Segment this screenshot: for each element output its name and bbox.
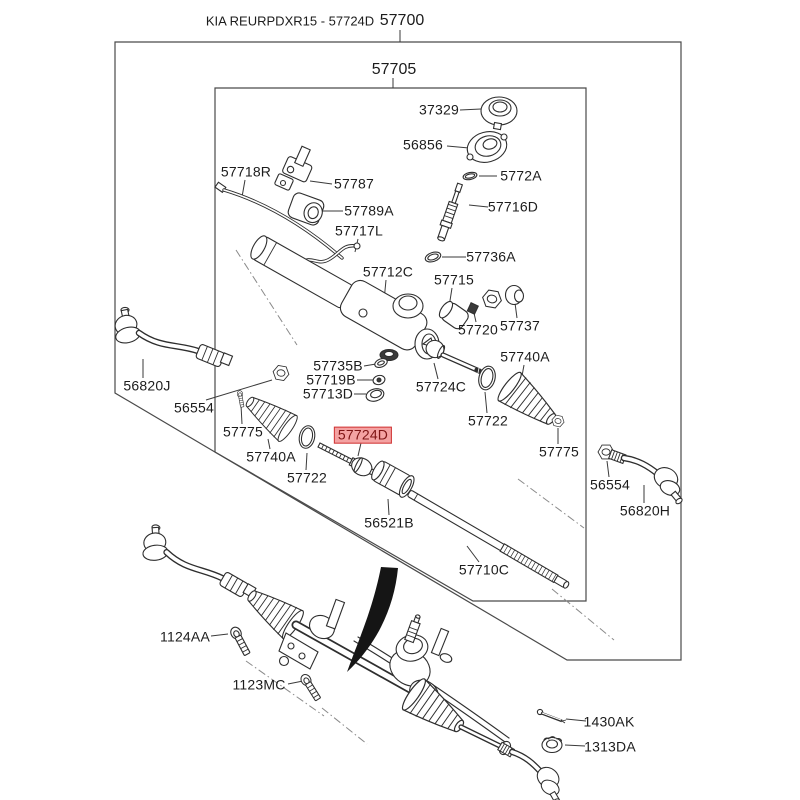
- assembly-code-57700[interactable]: 57700: [379, 12, 425, 29]
- part-label-57718R[interactable]: 57718R: [220, 163, 272, 180]
- part-label-57740A-right[interactable]: 57740A: [500, 348, 550, 365]
- part-drawing-57719B: [372, 374, 386, 386]
- part-label-57710C[interactable]: 57710C: [458, 561, 510, 578]
- part-drawing-56856: [464, 127, 510, 166]
- part-drawing-1123MC: [299, 673, 322, 702]
- part-label-57724D[interactable]: 57724D: [334, 427, 392, 444]
- part-label-56554-right[interactable]: 56554: [590, 476, 630, 493]
- part-label-57722-right[interactable]: 57722: [468, 412, 508, 429]
- part-label-57719B[interactable]: 57719B: [306, 371, 356, 388]
- part-drawing-57713D: [365, 387, 385, 403]
- part-drawing-1124AA: [229, 625, 252, 656]
- sub-assembly-code-57705[interactable]: 57705: [371, 61, 417, 78]
- part-drawing-57722-left: [297, 424, 317, 449]
- part-drawing-1313DA: [542, 737, 562, 753]
- part-drawing-57737: [506, 286, 524, 305]
- part-label-57717L[interactable]: 57717L: [335, 222, 383, 239]
- part-label-57716D[interactable]: 57716D: [487, 198, 539, 215]
- leader-lines: [143, 30, 644, 746]
- part-label-57787[interactable]: 57787: [334, 175, 374, 192]
- part-drawing-1430AK: [537, 709, 566, 723]
- part-label-1430AK[interactable]: 1430AK: [583, 713, 635, 730]
- part-label-56820J[interactable]: 56820J: [123, 377, 171, 394]
- part-drawing-57720: [467, 303, 478, 315]
- part-label-57737[interactable]: 57737: [500, 317, 540, 334]
- part-drawing-57736A: [424, 250, 442, 264]
- part-label-57712C[interactable]: 57712C: [362, 263, 414, 280]
- part-label-37329[interactable]: 37329: [419, 101, 459, 118]
- part-label-57715[interactable]: 57715: [434, 271, 474, 288]
- part-label-56820H[interactable]: 56820H: [619, 502, 671, 519]
- part-label-57735B[interactable]: 57735B: [313, 357, 363, 374]
- part-drawing-57775-left: [237, 390, 245, 407]
- part-label-57713D[interactable]: 57713D: [302, 385, 354, 402]
- part-label-57740A-left[interactable]: 57740A: [246, 448, 296, 465]
- part-label-1313DA[interactable]: 1313DA: [584, 738, 636, 755]
- part-label-57775-right[interactable]: 57775: [539, 443, 579, 460]
- part-drawing-57716D: [435, 182, 465, 242]
- part-drawing-57724C: [423, 337, 488, 375]
- part-label-57775-left[interactable]: 57775: [223, 423, 263, 440]
- part-label-56521B[interactable]: 56521B: [364, 514, 414, 531]
- part-label-57720[interactable]: 57720: [458, 321, 498, 338]
- part-label-1123MC[interactable]: 1123MC: [232, 676, 286, 693]
- part-drawing-56554-left: [272, 365, 290, 381]
- part-label-57736A[interactable]: 57736A: [466, 248, 516, 265]
- part-drawing-5772A: [462, 171, 477, 181]
- part-label-5772A[interactable]: 5772A: [500, 167, 542, 184]
- part-drawing-37329: [481, 97, 517, 130]
- part-label-56856[interactable]: 56856: [403, 136, 443, 153]
- part-label-56554-left[interactable]: 56554: [174, 399, 214, 416]
- part-label-57724C[interactable]: 57724C: [415, 378, 467, 395]
- part-drawing-yoke-nut: [481, 289, 503, 309]
- part-label-1124AA[interactable]: 1124AA: [160, 628, 210, 645]
- diagram-title: KIA REURPDXR15 - 57724D: [205, 13, 375, 29]
- part-drawing-57712C: [248, 233, 439, 360]
- part-drawing-57787: [274, 143, 318, 191]
- part-label-57722-left[interactable]: 57722: [287, 469, 327, 486]
- part-label-57789A[interactable]: 57789A: [344, 202, 394, 219]
